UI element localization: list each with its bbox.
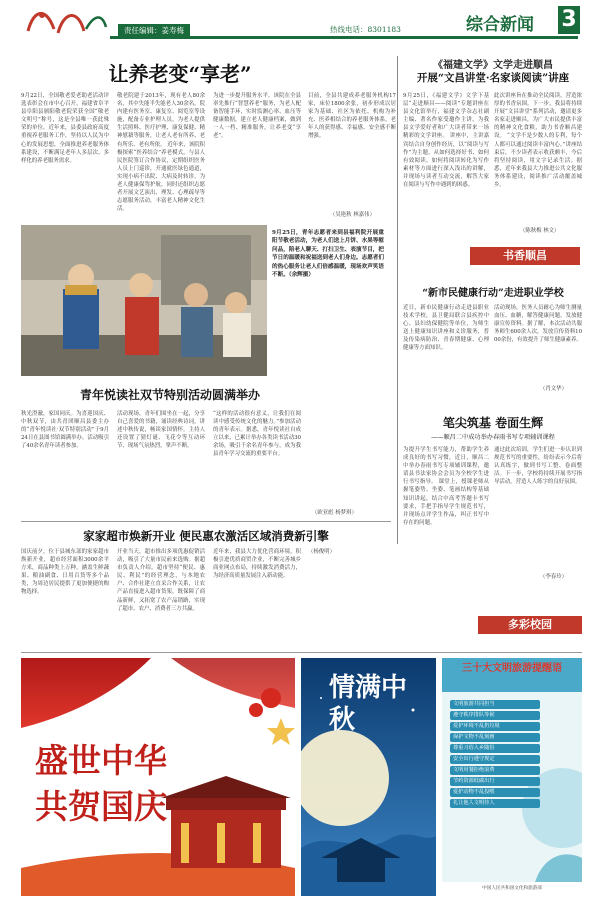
article-writing-p2: 课堂上，授课老师从握笔姿势、坐姿、笔画结构等基础知识讲起，结合中高考答题卡书写要求，手把手指导学生规范书写，并现场点评学生作品，纠正书写中存在的问题。	[403, 479, 489, 526]
elderly-photo-caption-text: 9月25日，青年志愿者来到县福利院开展重阳节敬老活动，为老人们送上月饼、水果等慰问品，陪老人聊天、打扫卫生、表演节目，把节日的温暖和祝福送到老人们身边。志愿者们的热心服务让老人们倍感温暖，现场欢声笑语不断。（余辉摄）	[272, 230, 384, 279]
masthead-editor: 责任编辑：姜寿梅	[118, 24, 190, 37]
elderly-photo	[21, 225, 267, 376]
article-health-col1	[403, 304, 489, 384]
article-supermarket-col2	[117, 548, 205, 646]
article-youth-col2	[117, 410, 205, 512]
article-writing-p1: 为提升学生书写能力，帮助学生养成良好的书写习惯，近日，顺昌二中举办春雨书写专项辅训课程，邀请县书法家协会会员为全校学生进行书写指导。	[403, 447, 489, 486]
poster-travel-item: 保护文物不乱刻画	[450, 733, 540, 742]
article-youth-p1: 秋光澄澈，家国同庆。为喜迎国庆、中秋双节，由共青团顺昌县委主办的“青年悦读社·双节特别活动”于9月24日在县图书馆圆满举办。活动吸引了40余名青年读者参加。	[21, 411, 109, 450]
bottom-rule	[21, 652, 582, 653]
poster-travel-item: 遵守秩序排队等候	[450, 711, 540, 720]
poster-travel	[442, 658, 582, 896]
article-supermarket-col3	[213, 548, 301, 646]
poster-national-day	[21, 658, 295, 896]
article-supermarket-p3: 近年来，我县大力优化营商环境，积极引进优质商贸企业，不断完善城乡商业网点布局，持续激发消费活力，为经济高质量发展注入新动能。	[213, 549, 301, 580]
article-health-author: （肖文华）	[540, 386, 567, 392]
masthead-hotline: 热线电话：8301183	[330, 25, 401, 34]
article-elderly-col2	[117, 92, 205, 218]
banner-book-fragrance	[470, 247, 580, 265]
article-elderly-p5: 目前，全县共建成养老服务机构17家，床位1800余张，初步形成以居家为基础、社区为依托、机构为补充、医养相结合的养老服务体系，老年人的获得感、幸福感、安全感不断增强。	[308, 93, 396, 140]
poster-travel-list	[450, 700, 540, 810]
poster-travel-item: 文明旅游共同担当	[450, 700, 540, 709]
article-youth-col3	[213, 410, 301, 512]
article-supermarket-title: 家家超市焕新开业 便民惠农激活区域消费新引擎	[83, 529, 329, 543]
article-supermarket-col4	[308, 548, 392, 640]
article-health-p1: 近日，新市民健康行动走进县职业技术学校，县卫健局联合县疾控中心、县妇幼保健院等单位，为师生送上健康知识讲座和义诊服务，普及传染病防治、青春期健康、心理健康等方面知识。	[403, 305, 489, 352]
article-health-col2	[494, 304, 582, 384]
article-health-p2: 活动现场，医务人员耐心为师生测量血压、血糖，解答健康问题，发放健康宣传资料。据了解，本次活动共服务师生600余人次，发放宣传资料1000余份，有效提升了师生健康素养。	[494, 305, 582, 344]
article-youth-p2: 活动现场，青年们围坐在一起，分享自己喜爱的书籍，诵读经典诗词，讲述中秋传说，畅谈家国情怀。主持人还设置了猜灯谜、飞花令等互动环节，现场气氛热烈，掌声不断。	[117, 411, 205, 450]
article-youth-author: （欧亚彪 杨梦琪）	[312, 510, 357, 516]
article-literature-pretitle: 《福建文学》文学走进顺昌	[433, 60, 553, 71]
masthead-logo-art	[24, 3, 108, 37]
poster-travel-title: 三十大文明旅游提醒语	[462, 663, 562, 674]
article-elderly-p4: 为进一步提升服务水平，该院在全县率先推行“智慧养老”服务，为老人配备智能手环，实时监测心率、血压等健康数据，建立老人健康档案，做到一人一档、精准服务，让养老变“享老”。	[213, 93, 301, 140]
poster-travel-item: 爱护环境不乱扔垃圾	[450, 722, 540, 731]
article-youth-title: 青年悦读社双节特别活动圆满举办	[79, 388, 260, 402]
article-literature-p3: 此次讲座旨在推动全民阅读，营造浓厚的书香氛围。下一步，我县将持续开展“文昌讲堂”系列活动，邀请更多名家走进顺昌，为广大市民提供丰富的精神文化食粮，助力书香顺昌建设。	[494, 93, 582, 140]
poster-travel-footer: 中国人民共和国文化和旅游部	[482, 886, 542, 891]
poster-national-day-text: 盛世中华 共贺国庆	[35, 741, 167, 826]
article-supermarket-author: （杨俊明）	[308, 549, 335, 555]
column-divider	[397, 56, 398, 544]
article-literature-author: （陈秋梅 林文）	[520, 228, 560, 234]
article-supermarket-col1	[21, 548, 109, 646]
article-literature-p2: 讲座中，主讲嘉宾结合自身创作经历，以“阅读与写作”为主题，从如何选择好书、如何有效阅读、如何将阅读转化为写作素材等方面进行深入浅出的讲解，并现场与读者互动交流，解答大家在阅读与写作中遇到的困惑。	[403, 133, 489, 189]
article-elderly-p2: 敬老院建于2013年，现有老人80余名，其中失能半失能老人30余名。院内建有医务室、康复室、阅览室等设施，配备专业护理人员，为老人提供生活照料、医疗护理、康复保健、精神慰藉等服务，让老人老有所养、老有所乐、老有所依。	[117, 93, 205, 148]
elderly-photo-art	[21, 225, 267, 376]
poster-travel-item: 安全出行遵守规定	[450, 755, 540, 764]
banner-book-fragrance-text: 书香顺昌	[503, 249, 547, 262]
article-writing-author: （李春玲）	[540, 574, 567, 580]
masthead-rule	[110, 36, 578, 39]
article-supermarket-p1: 国庆前夕，位于县城东部的家家超市焕新开业，超市经营面积3000余平方米，商品种类上万种，涵盖生鲜蔬果、粮油副食、日用百货等多个品类，为周边居民提供了更加便捷的购物选择。	[21, 549, 109, 596]
banner-colorful-campus-text: 多彩校园	[508, 618, 552, 631]
section-rule	[21, 521, 391, 522]
article-supermarket-p2: 开业当天，超市推出多项优惠促销活动，吸引了大量市民前来选购。据超市负责人介绍，超市坚持“便民、惠民、利民”的经营理念，与本地农户、合作社建立直采合作关系，让农产品直接进入超市货架，既保障了商品新鲜，又拓宽了农产品销路，实现了超市、农户、消费者三方共赢。	[117, 549, 205, 612]
page-number: 3	[558, 6, 580, 34]
article-literature-col2	[494, 92, 582, 222]
article-health-title: “新市民健康行动”走进职业学校	[422, 288, 564, 299]
masthead	[0, 0, 600, 42]
article-literature-col1	[403, 92, 489, 212]
article-elderly-col1	[21, 92, 109, 218]
article-elderly-p3: 近年来，该院积极探索“医养结合”养老模式，与县人民医院签订合作协议，定期组织医务人员上门巡诊，开通就医绿色通道，实现小病不出院、大病及时转诊，为老人健康保驾护航。同时还组织志愿者开展文艺演出、理发、心理疏导等志愿服务活动，丰富老人精神文化生活。	[117, 141, 205, 213]
article-writing-title: 笔尖筑基 卷面生辉	[442, 416, 544, 430]
poster-travel-item: 文明用餐拒绝浪费	[450, 766, 540, 775]
article-writing-col2	[494, 446, 582, 566]
poster-mid-autumn	[301, 658, 436, 896]
article-elderly-col3	[213, 92, 301, 218]
article-writing-p3: 通过此次培训，学生们进一步认识到规范书写的重要性，纷纷表示今后将认真练字，做到书写工整、卷面整洁。下一步，学校将持续开展书写指导活动，营造人人练字的良好氛围。	[494, 447, 582, 486]
article-youth-p3: “这样的活动很有意义，让我们在阅读中感受传统文化的魅力。”参加活动的青年表示。据悉，青年悦读社自成立以来，已累计举办各类读书活动30余场，吸引千余名青年参与，成为我县青年学习交流的重要平台。	[213, 411, 301, 458]
masthead-section: 综合新闻	[466, 15, 534, 35]
article-writing-col1	[403, 446, 489, 542]
poster-travel-item: 尊重习俗入乡随俗	[450, 744, 540, 753]
article-literature-p1: 9月25日，《福建文学》文学下基层“走进顺昌——阅读”专题讲座在县文化馆举行，福建文学杂志社副主编、著名作家受邀作主讲，为我县文学爱好者和广大读者带来一场精彩的文学讲座。	[403, 93, 489, 140]
poster-mid-autumn-text: 情满中秋	[329, 673, 408, 735]
article-elderly-col4	[308, 92, 396, 212]
article-literature-p4: “文学不是少数人的专利，每个人都可以通过阅读丰富内心。”讲座结束后，不少读者表示收获颇丰，今后将坚持阅读，用文字记录生活。据悉，近年来我县大力推进公共文化服务体系建设，阅读推广活动覆盖城乡。	[494, 133, 582, 189]
masthead-logo	[24, 3, 108, 37]
poster-travel-item: 爱护动物不乱投喂	[450, 788, 540, 797]
elderly-photo-caption	[272, 229, 384, 377]
article-writing-subtitle: ——顺昌二中成功举办春雨书写专项辅训课程	[431, 434, 555, 441]
poster-travel-item: 礼让他人文明待人	[450, 799, 540, 808]
poster-travel-item: 节约资源低碳出行	[450, 777, 540, 786]
article-elderly-title: 让养老变“享老”	[108, 62, 252, 86]
article-elderly-p1: 9月22日，全国敬老爱老助老活动评选表彰会在市中心召开，福建省阜平县阜阳县颁阳敬老院荣获全国“敬老文明号”称号，这是全县唯一获此殊荣的单位。近年来，县委县政府高度重视养老服务工作，坚持以人民为中心的发展思想，全面推进养老服务体系建设，不断满足老年人多层次、多样化的养老服务需求。	[21, 93, 109, 164]
banner-colorful-campus	[478, 616, 582, 634]
article-youth-col1	[21, 410, 109, 512]
article-elderly-author: （吴艳秋 林嘉伟）	[330, 212, 375, 218]
article-literature-title: 开展“文昌讲堂·名家谈阅读”讲座	[416, 72, 570, 84]
